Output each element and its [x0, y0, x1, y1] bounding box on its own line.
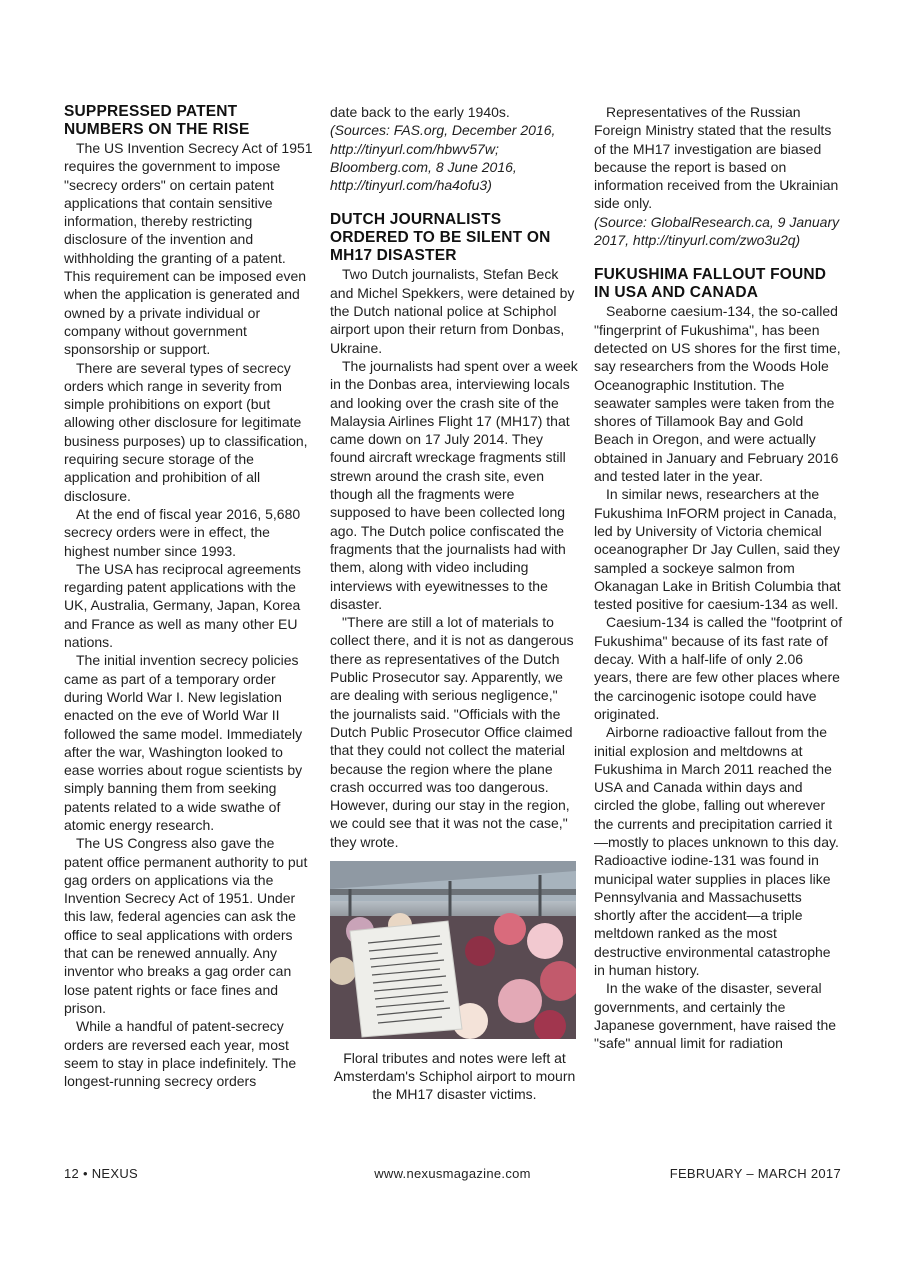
photo-caption: Floral tributes and notes were left at Amsterdam's Schiphol airport to mourn the MH17 disaster victims.	[333, 1049, 576, 1102]
paragraph: Airborne radioactive fallout from the initial explosion and meltdowns at Fukushima in March 2011 reached the USA and Canada within days and circled the globe, falling out wherever the currents and precipitation carried it—mostly to places unknown to this day. Radioactive iodine-131 was found in municipal water supplies in places like Pennsylvania and Massachusetts shortly after the accident—a triple meltdown ranked as the most destructive environmental catastrophe in human history.	[594, 724, 839, 979]
photo-illustration	[330, 861, 576, 1039]
paragraph: Two Dutch journalists, Stefan Beck and Michel Spekkers, were detained by the Dutch national police at Schiphol airport upon their return from Donbas, Ukraine.	[330, 266, 575, 356]
heading-suppressed-patents: SUPPRESSED PATENT NUMBERS ON THE RISE	[64, 103, 250, 138]
paragraph: The journalists had spent over a week in the Donbas area, interviewing locals and looking over the crash site of the Malaysia Airlines Flight 17 (MH17) that came down on 17 July 2014. They found aircraft wreckage fragments still strewn around the crash site, even though all the fragments were supposed to have been collected long ago. The Dutch police confiscated the fragments that the journalists had with them, along with video including interviews with eyewitnesses to the disaster.	[330, 357, 578, 612]
paragraph: The initial invention secrecy policies came as part of a temporary order during World War I. New legislation enacted on the eve of World War II followed the same model. Immediately after the war, Washington looked to ease worries about rogue scientists by simply banning them from seeking patents related to a wide swathe of atomic energy research.	[64, 652, 303, 833]
paragraph: Seaborne caesium-134, the so-called "fingerprint of Fukushima", has been detected on US shores for the first time, say researchers from the Woods Hole Oceanographic Institution. The seawater samples were taken from the shores of Tillamook Bay and Gold Beach in Oregon, and were actually obtained in January and February 2016 and tested later in the year.	[594, 303, 841, 485]
continued-text: date back to the early 1940s.	[330, 104, 510, 120]
heading-fukushima-fallout: FUKUSHIMA FALLOUT FOUND IN USA AND CANADA	[594, 266, 827, 302]
heading-dutch-journalists: DUTCH JOURNALISTS ORDERED TO BE SILENT ON MH17 DISASTER	[330, 211, 551, 265]
column-2	[330, 103, 579, 1103]
paragraph: In the wake of the disaster, several governments, and certainly the Japanese government, have raised the "safe" annual limit for radiation	[594, 980, 837, 1052]
paragraph: "There are still a lot of materials to collect there, and it is not as dangerous there as representatives of the Dutch Public Prosecutor say. Apparently, we are dealing with serious negligence," the journalists said. "Officials with the Dutch Public Prosecutor Office claimed that they could not collect the material because the region where the plane crash occurred was too dangerous. However, during our stay in the region, we could see that it was not the case," they wrote.	[330, 614, 574, 850]
paragraph: At the end of fiscal year 2016, 5,680 secrecy orders were in effect, the highest number since 1993.	[64, 505, 301, 559]
column-3	[594, 103, 843, 1053]
paragraph: The US Invention Secrecy Act of 1951 requires the government to impose "secrecy orders" on certain patent applications that contain sensitive information, thereby restricting disclosure of the invention and withholding the granting of a patent. This requirement can be imposed even when the application is generated and owned by a private individual or company without government sponsorship or support.	[64, 140, 313, 358]
footer-url: www.nexusmagazine.com	[374, 1166, 531, 1181]
footer-issue-date: FEBRUARY – MARCH 2017	[669, 1166, 841, 1181]
paragraph: Representatives of the Russian Foreign Ministry stated that the results of the MH17 investigation are biased because the report is based on information received from the Ukrainian side only.	[594, 104, 839, 212]
source-citation: (Source: GlobalResearch.ca, 9 January 2017, http://tinyurl.com/zwo3u2q)	[594, 213, 840, 249]
paragraph: There are several types of secrecy orders which range in severity from simple prohibitions on export (but allowing other disclosure for legitimate business purposes) up to classification, requiring secure storage of the application and prohibition of all disclosure.	[64, 359, 308, 504]
column-1	[64, 103, 313, 1090]
paragraph: Caesium-134 is called the "footprint of Fukushima" because of its fast rate of decay. With a half-life of only 2.06 years, there are few other places where the carcinogenic isotope could have originated.	[594, 614, 843, 722]
paragraph: While a handful of patent-secrecy orders are reversed each year, most seem to stay in place indefinitely. The longest-running secrecy orders	[64, 1018, 297, 1090]
paragraph: The US Congress also gave the patent office permanent authority to put gag orders on applications via the Invention Secrecy Act of 1951. Under this law, federal agencies can ask the office to seal applications with orders that can be renewed annually. Any inventor who breaks a gag order can lose patent rights or face fines and prison.	[64, 835, 308, 1016]
footer-page-number: 12 • NEXUS	[64, 1166, 139, 1181]
floral-tributes-photo	[330, 861, 576, 1039]
source-citation: (Sources: FAS.org, December 2016, http://tinyurl.com/hbwv57w; Bloomberg.com, 8 June 2016, http://tinyurl.com/ha4ofu3)	[330, 122, 556, 194]
paragraph: In similar news, researchers at the Fukushima InFORM project in Canada, led by University of Victoria chemical oceanographer Dr Jay Cullen, said they sampled a sockeye salmon from Okanagan Lake in British Columbia that tested positive for caesium-134 as well.	[594, 486, 841, 613]
paragraph: The USA has reciprocal agreements regarding patent applications with the UK, Australia, Germany, Japan, Korea and France as well as many other EU nations.	[64, 560, 301, 651]
